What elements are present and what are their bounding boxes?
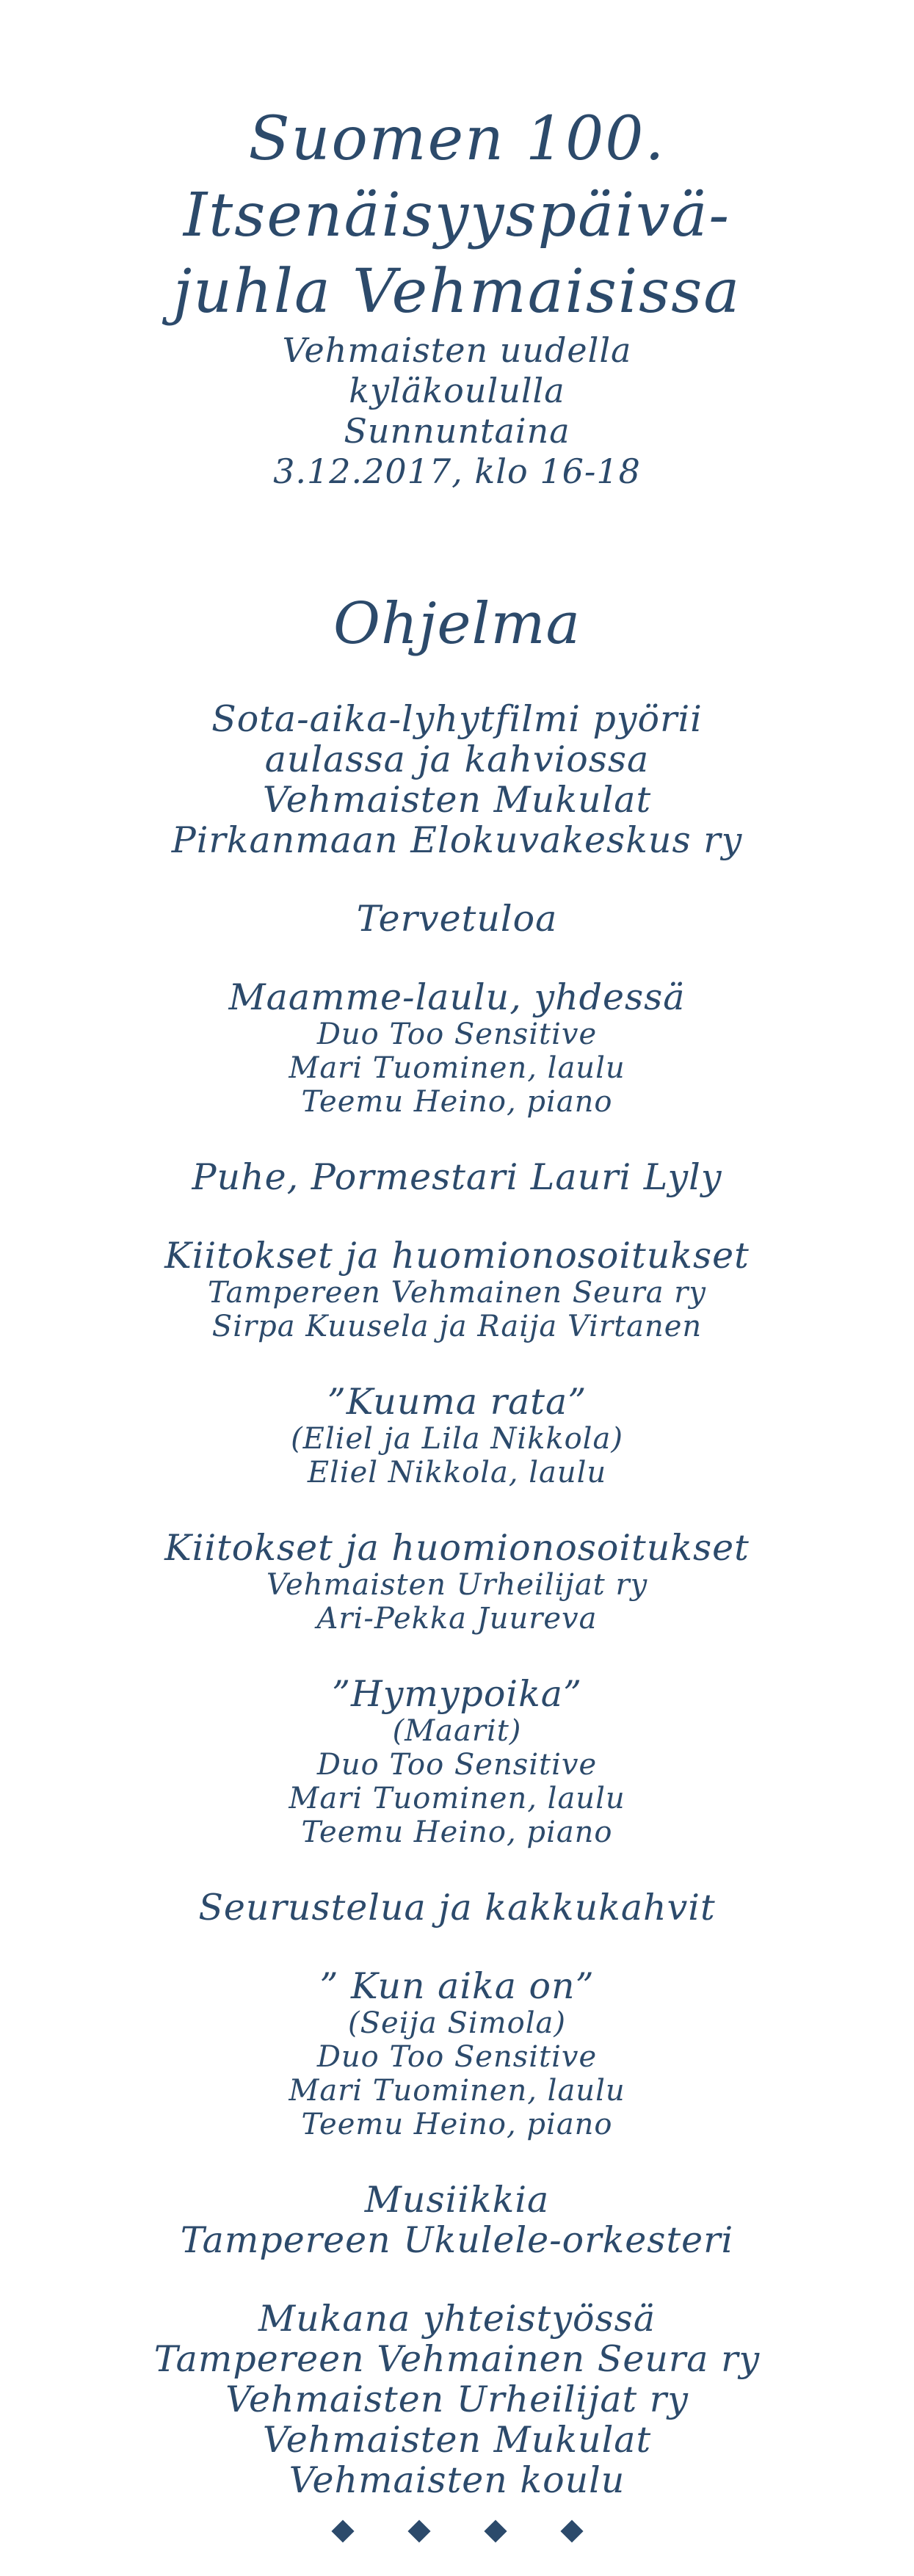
- poster-header: [0, 101, 914, 492]
- item-detail: Mari Tuominen, laulu: [289, 1782, 625, 1815]
- item-detail: Teemu Heino, piano: [301, 1085, 613, 1119]
- item-title: Tervetuloa: [356, 898, 558, 940]
- item-detail: Mari Tuominen, laulu: [289, 2074, 625, 2108]
- item-detail: Vehmaisten Urheilijat ry: [266, 1568, 648, 1602]
- program-item-coffee: [0, 1887, 914, 1928]
- item-detail: Duo Too Sensitive: [316, 1748, 598, 1782]
- program-item-song-kun-aika-on: [0, 1966, 914, 2141]
- program-item-song-kuuma-rata: [0, 1382, 914, 1490]
- item-title: ”Kuuma rata”: [327, 1381, 587, 1423]
- item-detail: Tampereen Vehmainen Seura ry: [208, 1276, 706, 1310]
- program-item-welcome: [0, 899, 914, 939]
- program-item-speech: [0, 1157, 914, 1197]
- diamond-icon: [331, 2519, 354, 2542]
- date-time-line: 3.12.2017, klo 16-18: [273, 451, 641, 491]
- item-line: Musiikkia: [364, 2179, 550, 2221]
- item-detail: Eliel Nikkola, laulu: [307, 1456, 607, 1490]
- item-line: Tampereen Ukulele-orkesteri: [180, 2219, 734, 2261]
- item-detail: (Maarit): [392, 1714, 522, 1748]
- partner-name: Vehmaisten Urheilijat ry: [225, 2379, 689, 2420]
- program-section: [0, 587, 914, 2539]
- item-detail: Duo Too Sensitive: [316, 2040, 598, 2074]
- item-title: ”Hymypoika”: [331, 1673, 583, 1715]
- item-title: ” Kun aika on”: [319, 1965, 595, 2007]
- partner-name: Tampereen Vehmainen Seura ry: [153, 2338, 761, 2380]
- item-line: Sota-aika-lyhytfilmi pyörii: [211, 698, 703, 740]
- item-detail: Mari Tuominen, laulu: [289, 1051, 625, 1085]
- item-title: Puhe, Pormestari Lauri Lyly: [192, 1156, 722, 1198]
- item-detail: Duo Too Sensitive: [316, 1017, 598, 1051]
- day-line: Sunnuntaina: [344, 411, 570, 451]
- footer-ornament: [0, 2517, 914, 2546]
- diamond-icon: [484, 2519, 507, 2542]
- program-item-acknowledgements-2: [0, 1528, 914, 1636]
- partner-name: Vehmaisten koulu: [289, 2459, 625, 2501]
- diamond-icon: [407, 2519, 430, 2542]
- item-detail: (Seija Simola): [348, 2006, 566, 2040]
- item-detail: Sirpa Kuusela ja Raija Virtanen: [211, 1310, 703, 1343]
- item-detail: (Eliel ja Lila Nikkola): [291, 1422, 623, 1456]
- program-item-anthem: [0, 977, 914, 1119]
- item-line: Vehmaisten Mukulat: [262, 779, 652, 821]
- title-line: Suomen 100.: [248, 104, 666, 174]
- item-title: Kiitokset ja huomionosoitukset: [164, 1235, 750, 1277]
- program-heading: Ohjelma: [333, 591, 581, 657]
- program-item-music: [0, 2180, 914, 2260]
- item-line: Pirkanmaan Elokuvakeskus ry: [171, 819, 743, 861]
- program-item-film: [0, 699, 914, 860]
- title-line: juhla Vehmaisissa: [173, 257, 741, 327]
- item-detail: Teemu Heino, piano: [301, 2108, 613, 2141]
- item-line: Mukana yhteistyössä: [258, 2298, 656, 2340]
- program-item-song-hymypoika: [0, 1674, 914, 1849]
- partner-name: Vehmaisten Mukulat: [262, 2419, 652, 2461]
- item-detail: Teemu Heino, piano: [301, 1815, 613, 1849]
- program-item-partners: [0, 2299, 914, 2500]
- item-title: Maamme-laulu, yhdessä: [228, 976, 686, 1018]
- venue-line: Vehmaisten uudella: [282, 330, 632, 370]
- item-title: Seurustelua ja kakkukahvit: [198, 1887, 716, 1929]
- venue-line: kyläkoululla: [349, 371, 565, 410]
- title-line: Itsenäisyyspäivä-: [183, 181, 731, 250]
- program-item-acknowledgements-1: [0, 1236, 914, 1343]
- diamond-icon: [560, 2519, 583, 2542]
- item-line: aulassa ja kahviossa: [264, 739, 650, 780]
- item-detail: Ari-Pekka Juureva: [316, 1602, 598, 1636]
- item-title: Kiitokset ja huomionosoitukset: [164, 1527, 750, 1569]
